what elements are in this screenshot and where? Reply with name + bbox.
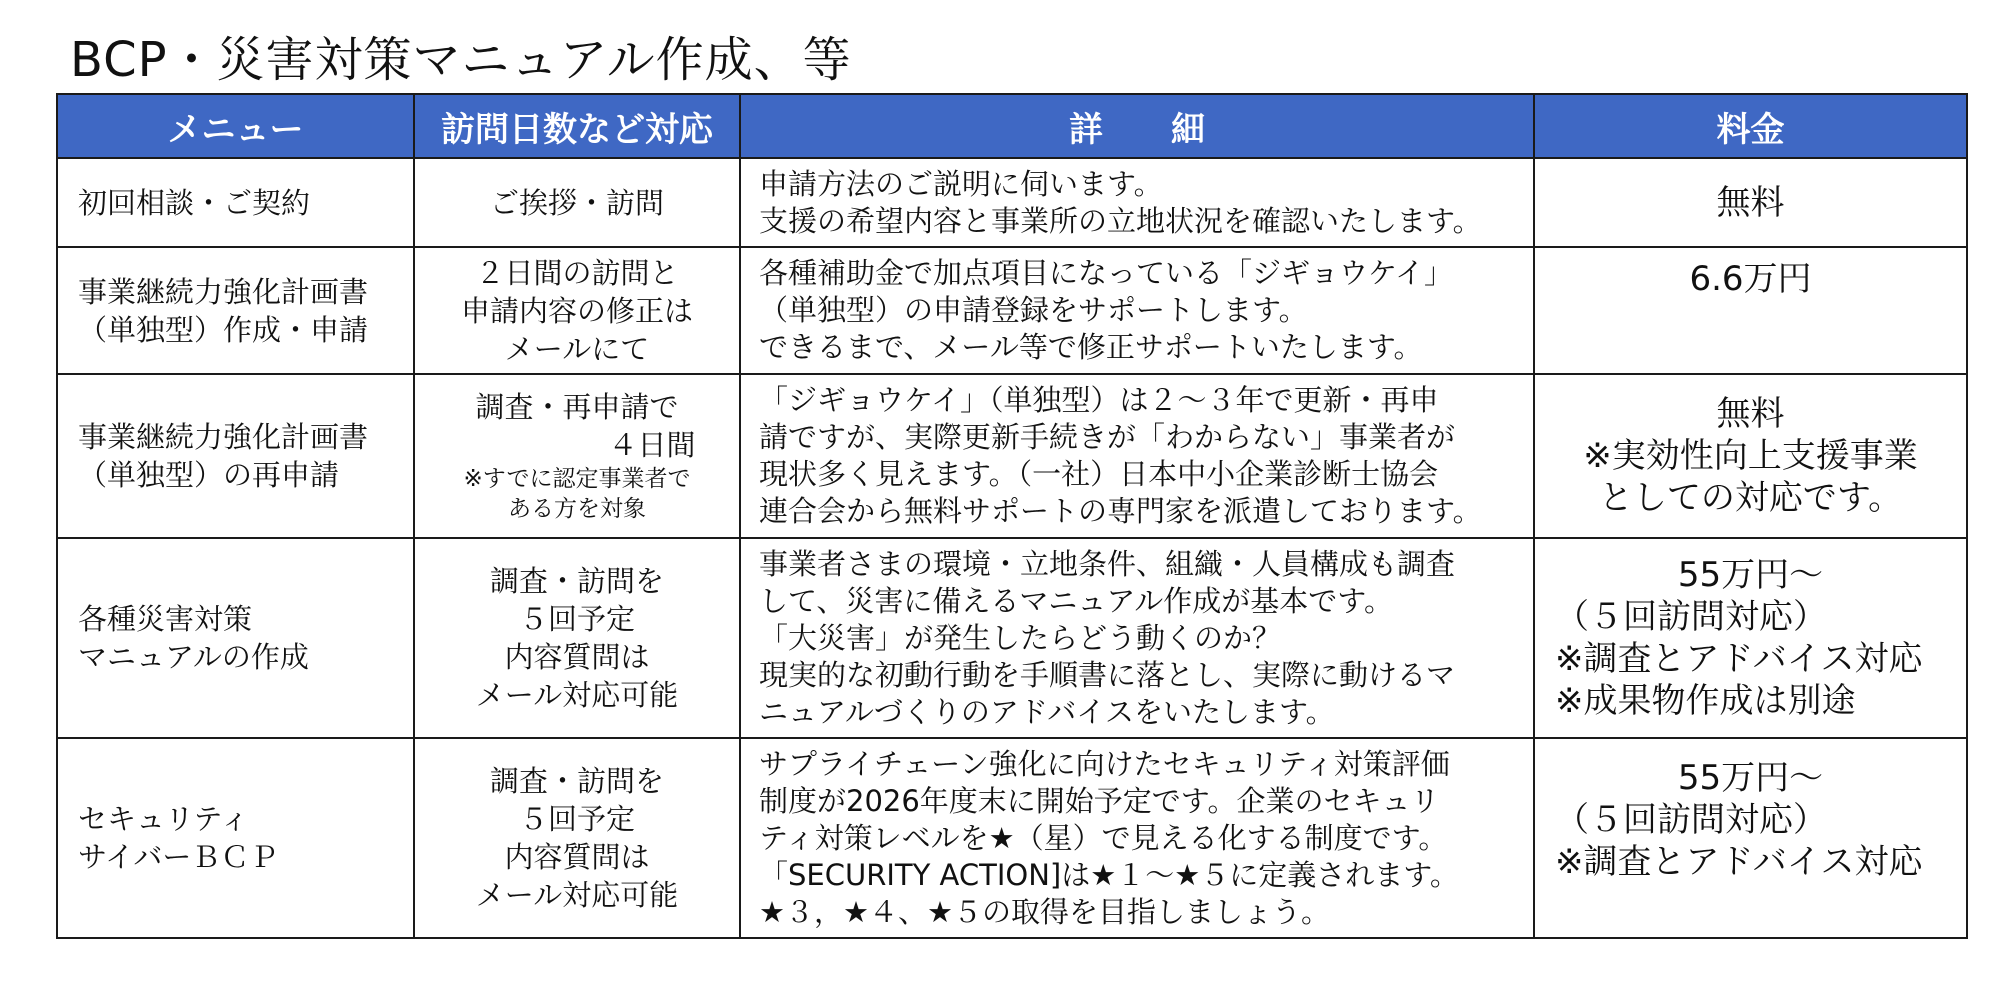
detail-line: 「大災害」が発生したらどう動くのか？ xyxy=(759,620,1282,655)
header-price: 料金 xyxy=(1534,94,1967,158)
header-visit-days: 訪問日数など対応 xyxy=(414,94,740,158)
detail-line: 各種補助金で加点項目になっている「ジギョウケイ」 xyxy=(759,256,1453,290)
detail-line: 事業者さまの環境・立地条件、組織・人員構成も調査 xyxy=(759,546,1456,581)
price-line: （５回訪問対応） xyxy=(1555,800,1827,840)
menu-cell xyxy=(57,374,414,538)
visit-cell xyxy=(414,538,740,738)
price-cell xyxy=(1534,538,1967,738)
menu-line: 事業継続力強化計画書 xyxy=(78,420,369,454)
detail-line: 現実的な初動行動を手順書に落とし、実際に動けるマ xyxy=(759,657,1456,692)
detail-cell xyxy=(740,158,1534,247)
menu-cell xyxy=(57,158,414,247)
menu-line: 各種災害対策 xyxy=(78,602,253,636)
visit-line: 内容質問は xyxy=(504,840,650,874)
visit-cell xyxy=(414,247,740,374)
table-row xyxy=(57,158,1967,247)
price-cell xyxy=(1534,247,1967,374)
price-line: 無料 xyxy=(1716,394,1785,434)
detail-cell xyxy=(740,374,1534,538)
table-header-row xyxy=(57,94,1967,158)
detail-line: ★３，★４、★５の取得を目指しましょう。 xyxy=(759,894,1330,929)
visit-cell xyxy=(414,738,740,938)
price-line: としての対応です。 xyxy=(1598,478,1903,518)
detail-line: ニュアルづくりのアドバイスをいたします。 xyxy=(759,694,1335,729)
detail-line: 支援の希望内容と事業所の立地状況を確認いたします。 xyxy=(759,203,1482,238)
detail-line: サプライチェーン強化に向けたセキュリティ対策評価 xyxy=(759,746,1450,781)
visit-line: ５回予定 xyxy=(518,802,635,836)
detail-cell xyxy=(740,738,1534,938)
detail-line: 制度が2026年度末に開始予定です。企業のセキュリ xyxy=(759,783,1440,818)
header-details: 詳 細 xyxy=(740,94,1534,158)
price-line: ※成果物作成は別途 xyxy=(1555,681,1856,721)
price-line: ※実効性向上支援事業 xyxy=(1583,436,1918,476)
detail-cell xyxy=(740,247,1534,374)
detail-line: 「SECURITY ACTION]は★１～★５に定義されます。 xyxy=(759,857,1459,892)
detail-line: （単独型）の申請登録をサポートします。 xyxy=(759,293,1308,327)
price-cell xyxy=(1534,738,1967,938)
menu-line: セキュリティ xyxy=(78,802,250,836)
visit-line: ご挨拶・訪問 xyxy=(489,185,664,220)
menu-line: （単独型）の再申請 xyxy=(78,458,340,492)
price-line: ※調査とアドバイス対応 xyxy=(1555,639,1923,679)
visit-line: メール対応可能 xyxy=(475,878,679,912)
detail-line: 現状多く見えます。（一社）日本中小企業診断士協会 xyxy=(759,457,1439,491)
visit-line: ４日間 xyxy=(608,428,696,462)
visit-line: 調査・訪問を xyxy=(489,564,664,598)
menu-line: マニュアルの作成 xyxy=(78,640,309,674)
visit-cell xyxy=(414,374,740,538)
service-pricing-table xyxy=(56,93,1968,939)
menu-line: 初回相談・ご契約 xyxy=(78,185,311,220)
price-line: ※調査とアドバイス対応 xyxy=(1555,842,1923,882)
price-cell xyxy=(1534,374,1967,538)
detail-line: できるまで、メール等で修正サポートいたします。 xyxy=(759,330,1423,364)
detail-line: 申請方法のご説明に伺います。 xyxy=(759,166,1163,201)
menu-line: （単独型）作成・申請 xyxy=(78,312,369,347)
price-line: （５回訪問対応） xyxy=(1555,597,1827,637)
visit-line: メールにて xyxy=(504,331,650,366)
detail-line: ティ対策レベルを★（星）で見える化する制度です。 xyxy=(759,820,1448,855)
visit-line: ２日間の訪問と xyxy=(475,255,679,290)
price-line: 6.6万円 xyxy=(1689,259,1812,299)
detail-cell xyxy=(740,538,1534,738)
visit-line: 調査・訪問を xyxy=(489,764,664,798)
visit-note-line: ある方を対象 xyxy=(508,496,646,522)
table-row xyxy=(57,374,1967,538)
table-row xyxy=(57,538,1967,738)
menu-cell xyxy=(57,538,414,738)
price-line: 55万円～ xyxy=(1677,555,1824,595)
detail-line: して、災害に備えるマニュアル作成が基本です。 xyxy=(759,583,1393,618)
table-row xyxy=(57,738,1967,938)
menu-cell xyxy=(57,738,414,938)
menu-cell xyxy=(57,247,414,374)
detail-line: 連合会から無料サポートの専門家を派遣しております。 xyxy=(759,494,1482,528)
visit-note-line: ※すでに認定事業者で xyxy=(463,466,691,492)
price-cell xyxy=(1534,158,1967,247)
visit-cell xyxy=(414,158,740,247)
page-title: BCP・災害対策マニュアル作成、等 xyxy=(70,32,852,88)
price-line: 無料 xyxy=(1716,182,1785,223)
detail-line: 「ジギョウケイ」（単独型）は２～３年で更新・再申 xyxy=(759,383,1439,417)
visit-line: メール対応可能 xyxy=(475,678,679,712)
price-line: 55万円～ xyxy=(1677,758,1824,798)
detail-line: 請ですが、実際更新手続きが「わからない」事業者が xyxy=(759,420,1456,454)
visit-line: 調査・再申請で xyxy=(475,390,679,424)
visit-line: 内容質問は xyxy=(504,640,650,674)
visit-line: ５回予定 xyxy=(518,602,635,636)
menu-line: 事業継続力強化計画書 xyxy=(78,274,369,309)
table-row xyxy=(57,247,1967,374)
header-menu: メニュー xyxy=(57,94,414,158)
menu-line: サイバーＢＣＰ xyxy=(78,840,279,874)
visit-line: 申請内容の修正は xyxy=(460,293,693,328)
